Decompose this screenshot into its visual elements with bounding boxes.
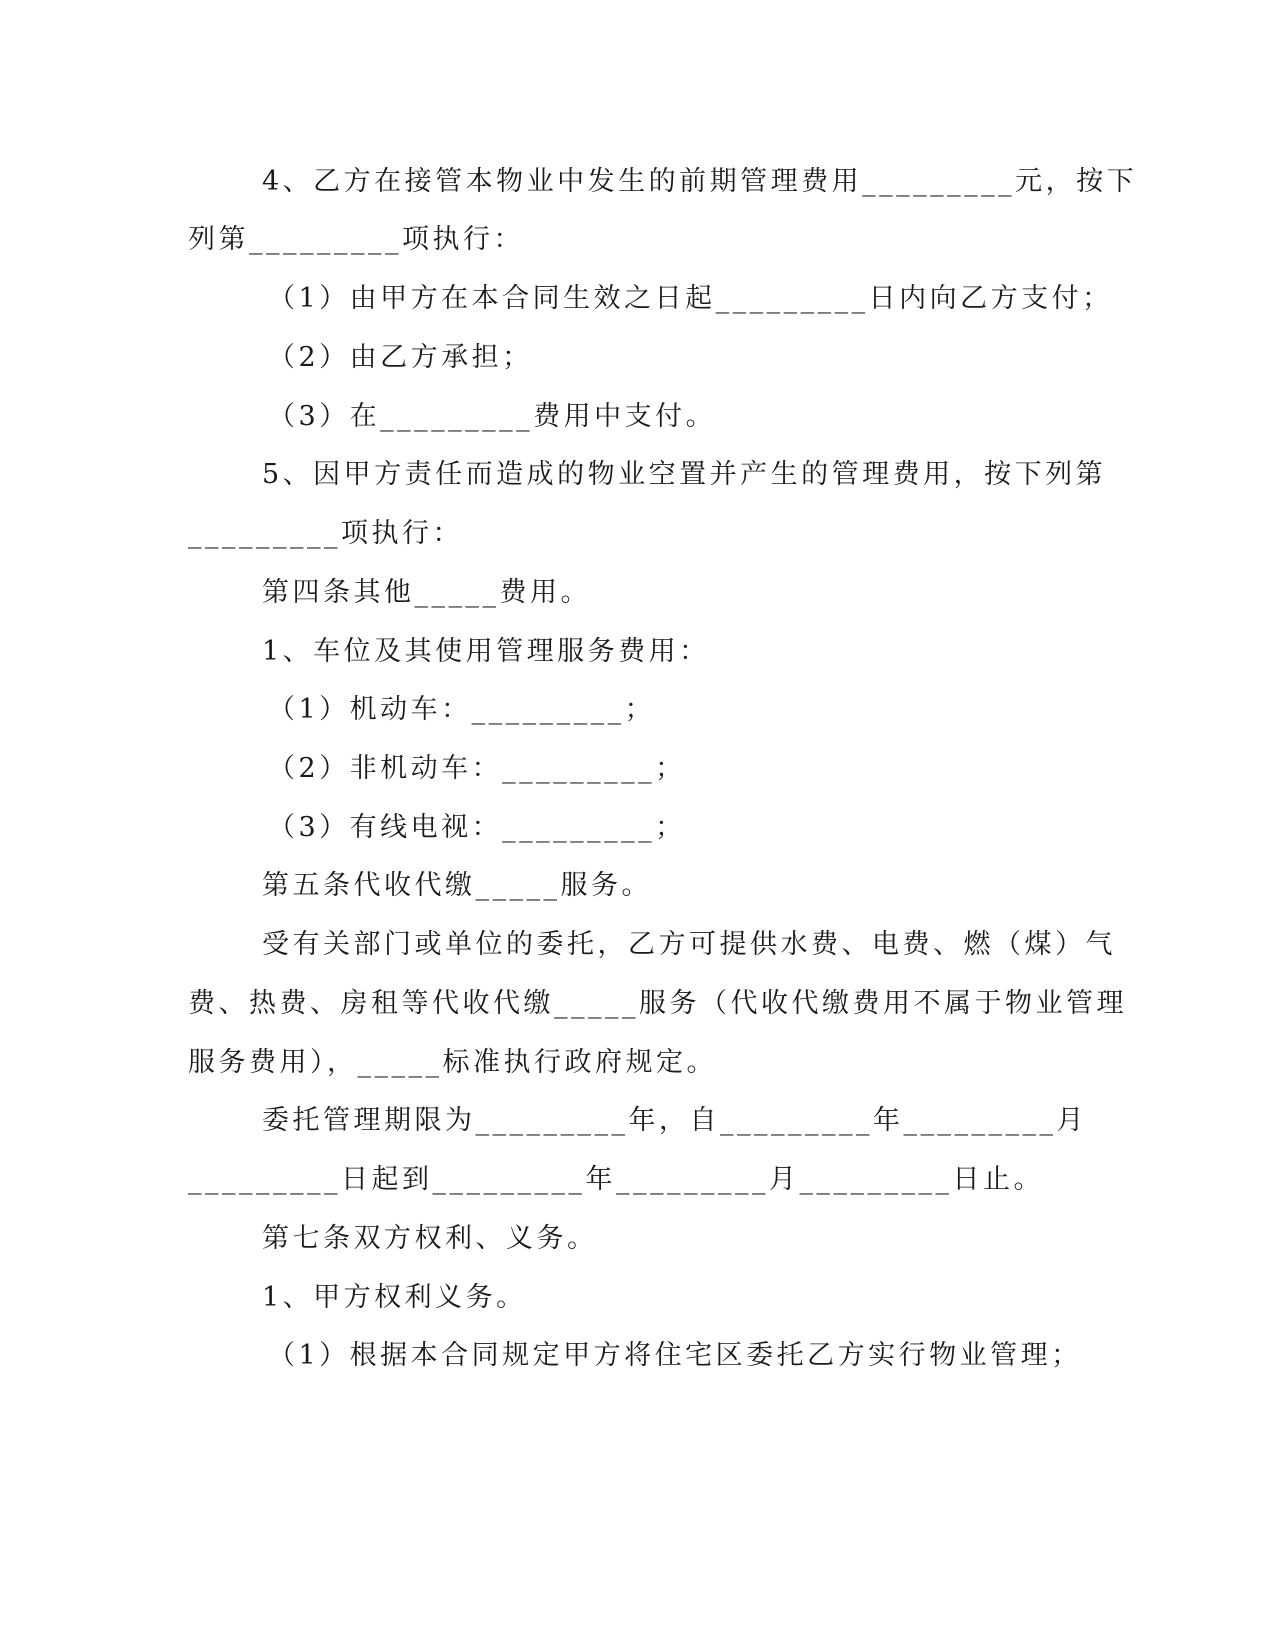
list-item: （3）有线电视：_________； [268, 812, 686, 843]
paragraph-line: 4、乙方在接管本物业中发生的前期管理费用_________元，按下 [262, 166, 1138, 197]
paragraph-line: 服务费用），_____标准执行政府规定。 [188, 1047, 717, 1078]
section-heading: 第七条双方权利、义务。 [262, 1223, 598, 1254]
paragraph-line: 1、车位及其使用管理服务费用： [262, 636, 710, 667]
paragraph-line: 5、因甲方责任而造成的物业空置并产生的管理费用，按下列第 [262, 459, 1107, 490]
paragraph-line: 委托管理期限为_________年，自_________年_________月 [262, 1105, 1087, 1136]
list-item: （2）由乙方承担； [268, 342, 533, 373]
list-item: （1）根据本合同规定甲方将住宅区委托乙方实行物业管理； [268, 1340, 1082, 1371]
section-heading: 第五条代收代缴_____服务。 [262, 870, 652, 901]
paragraph-line: 1、甲方权利义务。 [262, 1282, 527, 1313]
list-item: （1）由甲方在本合同生效之日起_________日内向乙方支付； [268, 283, 1113, 314]
paragraph-line: 费、热费、房租等代收代缴_____服务（代收代缴费用不属于物业管理 [188, 988, 1127, 1019]
list-item: （1）机动车：_________； [268, 694, 656, 725]
paragraph-line: 受有关部门或单位的委托，乙方可提供水费、电费、燃（煤）气 [262, 929, 1116, 960]
paragraph-line: _________日起到_________年_________月_________日止。 [188, 1164, 1044, 1195]
paragraph-line: 列第_________项执行： [188, 224, 524, 255]
list-item: （2）非机动车：_________； [268, 753, 686, 784]
list-item: （3）在_________费用中支付。 [268, 401, 717, 432]
section-heading: 第四条其他_____费用。 [262, 577, 591, 608]
paragraph-line: _________项执行： [188, 518, 463, 549]
